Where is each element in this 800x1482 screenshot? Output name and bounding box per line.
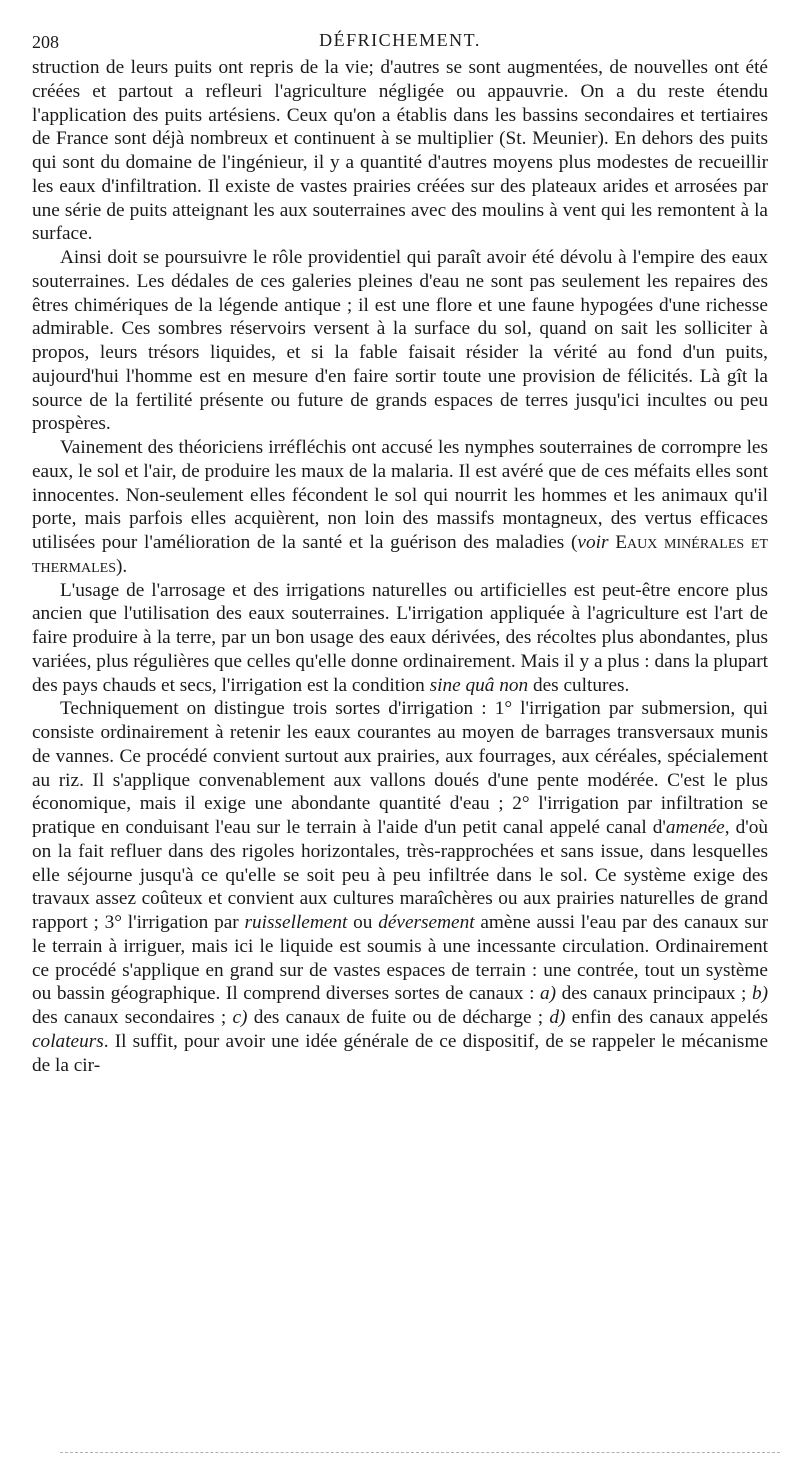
paragraph-5: Techniquement on distingue trois sortes d'irrigation : 1° l'irrigation par submersion, qui consiste ordinairement à retenir les eaux courantes au moyen de barrages transversaux munis de vannes. Ce procédé convient surtout aux prairies, aux fourrages, aux céréales, spécialement au riz. Il s'applique convenablement aux vallons doués d'une pente modérée. C'est le plus économique, mais il exige une abondante quantité d'eau ; 2° l'irrigation par infiltration se pratique en conduisant l'eau sur le terrain à l'aide d'un petit canal appelé canal d'amenée, d'où on la fait refluer dans des rigoles horizontales, très-rapprochées et sans issue, dans lesquelles elle séjourne jusqu'à ce qu'elle se soit peu à peu infiltrée dans le sol. Ce système exige des travaux assez coûteux et convient aux cultures maraîchères ou aux prairies naturelles de grand rapport ; 3° l'irrigation par ruissellement ou déversement amène aussi l'eau par des canaux sur le terrain à irriguer, mais ici le liquide est soumis à une incessante circulation. Ordinairement ce procédé s'applique en grand sur de vastes espaces de terrain : une contrée, tout un système ou bassin géographique. Il comprend diverses sortes de canaux : a) des canaux principaux ; b) des canaux secondaires ; c) des canaux de fuite ou de décharge ; d) enfin des canaux appelés colateurs. Il suffit, pour avoir une idée générale de ce dispositif, de se rappeler le mécanisme de la cir- — [32, 698, 769, 1076]
paragraph-2: Ainsi doit se poursuivre le rôle providentiel qui paraît avoir été dévolu à l'empire des eaux souterraines. Les dédales de ces galeries pleines d'eau ne sont pas seulement les repaires des êtres chimériques de la légende antique ; il est une flore et une faune hypogées d'une richesse admirable. Ces sombres réservoirs versent à la surface du sol, quand on sait les solliciter à propos, leurs trésors liquides, et si la fable faisait résider la vérité au fond d'un puits, aujourd'hui l'homme est en mesure d'en faire sortir toute une provision de félicités. Là gît la source de la fertilité présente ou future de grands espaces de terres jusqu'ici incultes ou peu prospères. — [32, 247, 768, 435]
footer-rule — [60, 1452, 780, 1453]
italic-voir: voir — [577, 532, 609, 553]
page-number: 208 — [32, 32, 59, 52]
italic-phrase: sine quâ non — [429, 674, 529, 696]
page-header — [32, 22, 768, 56]
running-title: DÉFRICHEMENT. — [319, 30, 481, 50]
paragraph-1: struction de leurs puits ont repris de la vie; d'autres se sont augmentées, de nouvelles ont été créées et partout a refleuri l'agriculture négligée ou appauvrie. On a du reste étendu l'application des puits artésiens. Ceux qu'on a établis dans les bassins secondaires et tertiaires de France sont déjà nombreux et continuent à se multiplier (St. Meunier). En dehors des puits qui sont du domaine de l'ingénieur, il y a quantité d'autres moyens plus modestes de recueillir les eaux d'infiltration. Il existe de vastes prairies créées sur des plateaux arides et arrosées par une série de puits atteignant les aux souterraines avec des moulins à vent qui les remontent à la surface. — [32, 57, 768, 245]
paragraph-3: Vainement des théoriciens irréfléchis ont accusé les nymphes souterraines de corrompre les eaux, le sol et l'air, de produire les maux de la malaria. Il est avéré que de ces méfaits elles sont innocentes. Non-seulement elles fécondent le sol qui nourrit les hommes et les animaux qu'il porte, mais parfois elles acquièrent, non loin des massifs montagneux, des vertus efficaces utilisées pour l'amélioration de la santé et la guérison des maladies (voir Eaux minérales et thermales). — [32, 437, 768, 577]
paragraph-4: L'usage de l'arrosage et des irrigations naturelles ou artificielles est peut-être encore plus ancien que l'utilisation des eaux souterraines. L'irrigation appliquée à l'agriculture est l'art de faire produire à la terre, par un bon usage des eaux dérivées, des récoltes plus abondantes, plus variées, plus régulières que celles qu'elle donne ordinairement. Mais il y a plus : dans la plupart des pays chauds et secs, l'irrigation est la condition sine quâ non des cultures. — [32, 579, 768, 696]
book-page — [32, 22, 768, 1077]
body-text — [32, 56, 768, 1077]
cross-reference: Eaux minérales et thermales — [32, 532, 768, 577]
